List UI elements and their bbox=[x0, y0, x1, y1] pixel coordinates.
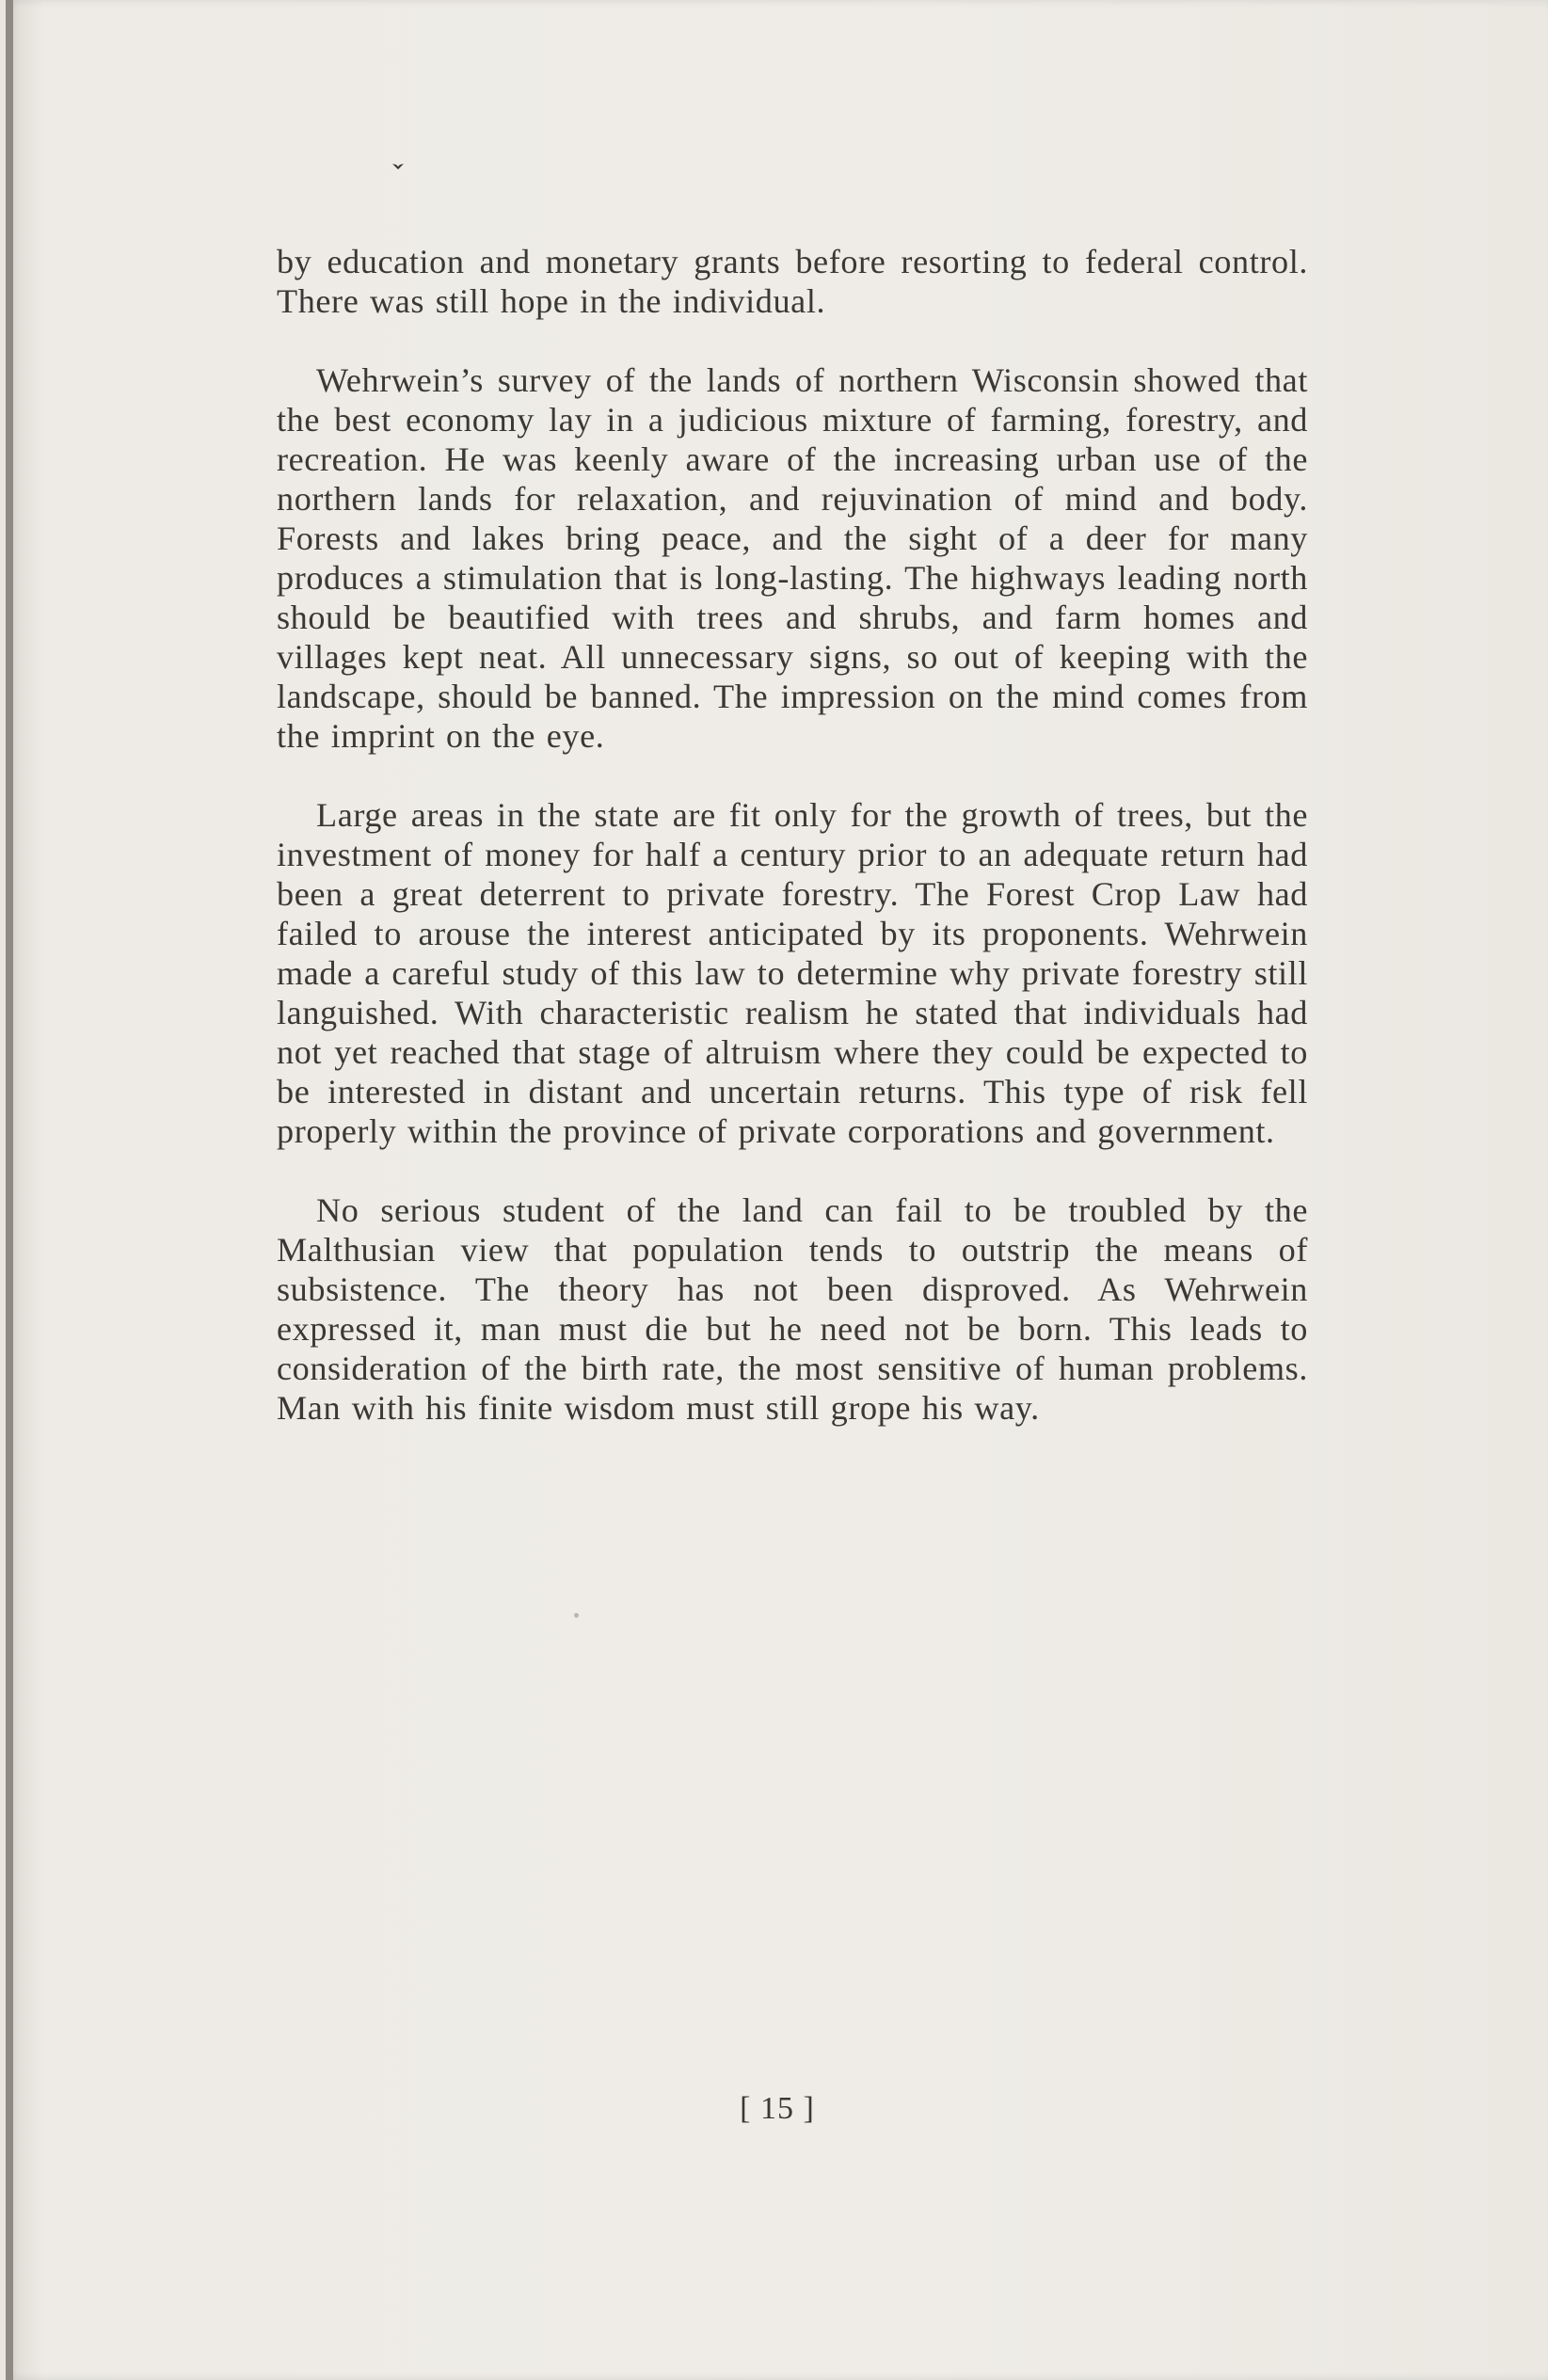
paragraph-malthusian: No serious student of the land can fail to be troubled by the Malthusian view that population tends to outstrip the means of subsistence. The theory has not been disproved. As Wehrwein expressed it, man must die but he need not be born. This leads to consideration of the birth rate, the most sensitive of human problems. Man with his finite wisdom must still grope his way. bbox=[277, 1191, 1308, 1427]
paper-speck bbox=[574, 1613, 579, 1618]
page-spine-edge bbox=[6, 0, 13, 2380]
paragraph-continuation: by education and monetary grants before resorting to federal control. There was still hope in the individual. bbox=[277, 243, 1308, 320]
book-page bbox=[6, 0, 1548, 2380]
page-number: [ 15 ] bbox=[740, 2091, 815, 2126]
ink-mark bbox=[391, 162, 405, 171]
paragraph-forestry: Large areas in the state are fit only for the growth of trees, but the investment of money for half a century prior to an adequate return had been a great deterrent to private forestry. The Forest Crop Law had failed to arouse the interest anticipated by its proponents. Wehrwein made a careful study of this law to determine why private forestry still languished. With characteristic realism he stated that individuals had not yet reached that stage of altruism where they could be expected to be interested in distant and uncertain returns. This type of risk fell properly within the province of private corporations and government. bbox=[277, 796, 1308, 1150]
body-text bbox=[277, 242, 1308, 1467]
paragraph-wehrwein-survey: Wehrwein’s survey of the lands of northern Wisconsin showed that the best economy lay in a judicious mixture of farming, forestry, and recreation. He was keenly aware of the increasing urban use of the northern lands for relaxation, and rejuvination of mind and body. Forests and lakes bring peace, and the sight of a deer for many produces a stimulation that is long-lasting. The highways leading north should be beautified with trees and shrubs, and farm homes and villages kept neat. All unnecessary signs, so out of keeping with the landscape, should be banned. The impression on the mind comes from the imprint on the eye. bbox=[277, 361, 1308, 755]
